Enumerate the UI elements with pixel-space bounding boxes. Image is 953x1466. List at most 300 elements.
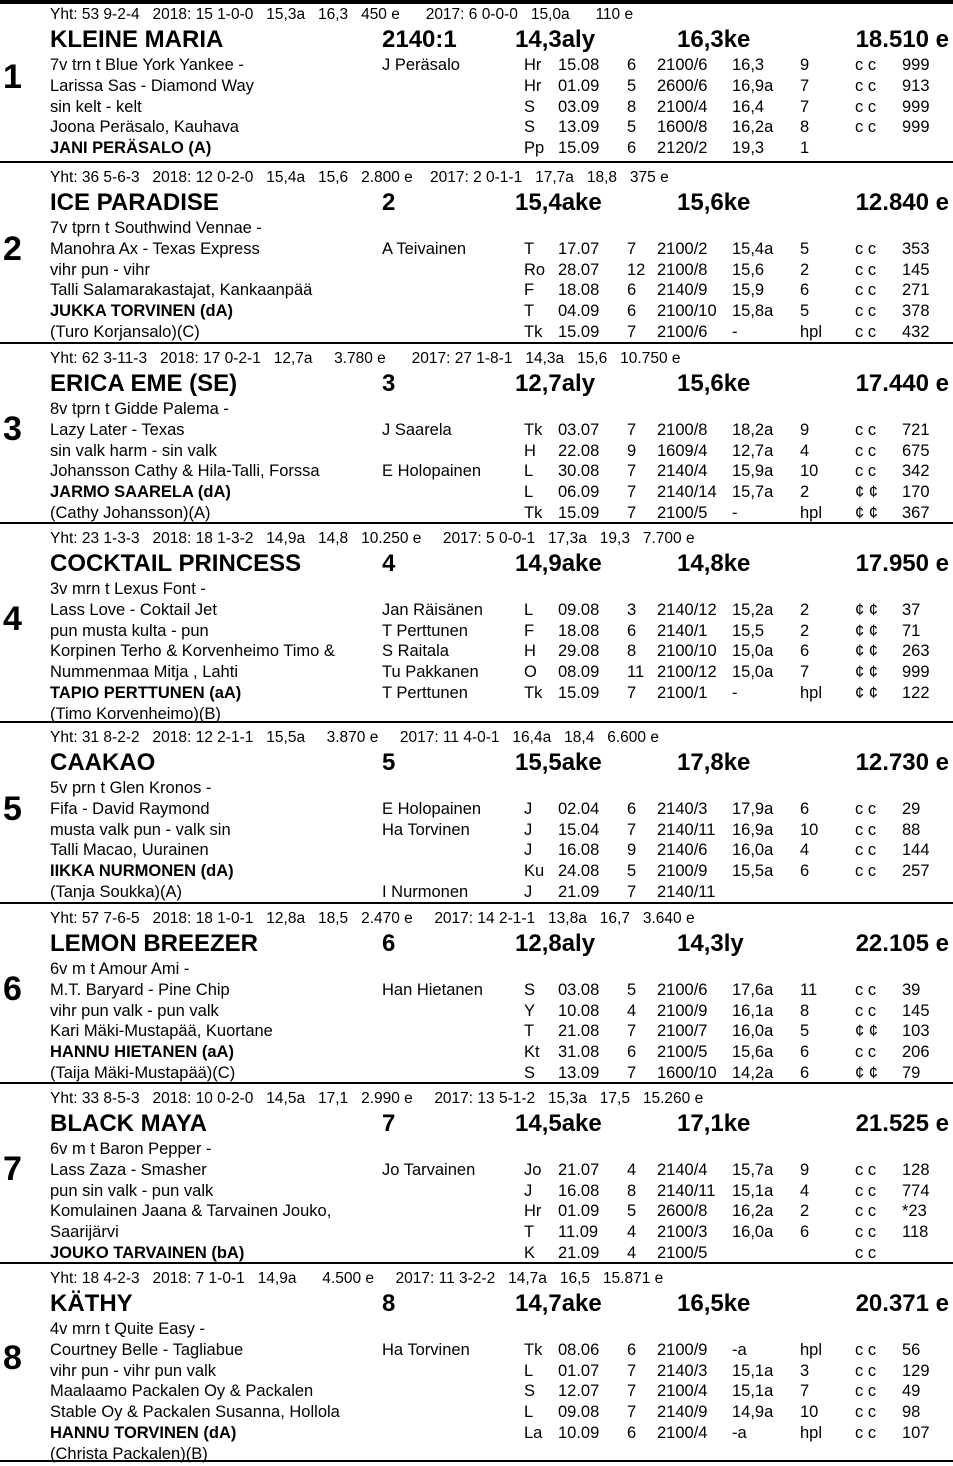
start-shoes: c c [855,302,877,320]
start-track: S [524,1064,536,1082]
start-odds: 144 [902,841,930,859]
start-finish: 2 [800,261,810,279]
start-shoes: c c [855,281,877,299]
start-shoes: c c [855,1403,877,1421]
start-distance: 2140/14 [657,483,717,501]
start-time: 19,3 [732,139,765,157]
start-odds: 367 [902,504,930,522]
start-shoes: ¢ ¢ [855,684,878,702]
start-finish: 2 [800,622,810,640]
prize-money: 22.105 e [855,930,949,957]
post-position: 6 [382,930,396,957]
start-odds: 999 [902,663,930,681]
start-time: 15,7a [732,483,774,501]
start-date: 08.09 [558,663,600,681]
start-track: T [524,240,535,258]
start-date: 11.09 [558,1223,599,1241]
start-shoes: c c [855,1341,877,1359]
prize-money: 21.525 e [855,1110,949,1137]
start-track: Ku [524,862,545,880]
start-odds: 170 [902,483,930,501]
start-distance: 2100/9 [657,1341,708,1359]
start-date: 06.09 [558,483,600,501]
start-time: 15,1a [732,1362,774,1380]
start-distance: 2140/12 [657,601,717,619]
horse-entry [0,524,953,723]
start-date: 18.08 [558,281,600,299]
start-track: J [524,821,533,839]
start-date: 09.08 [558,1403,600,1421]
horse-info-line: Joona Peräsalo, Kauhava [50,118,239,136]
start-odds: 913 [902,77,930,95]
record-best: 15,5ake [515,749,602,776]
trainer-note: (Timo Korvenheimo)(B) [50,705,221,723]
career-stats: Yht: 31 8-2-2 2018: 12 2-1-1 15,5a 3.870 e 2017: 11 4-0-1 16,4a 18,4 6.600 e [50,729,659,746]
start-distance: 2100/1 [657,684,708,702]
start-distance: 2100/8 [657,261,708,279]
horse-name: ICE PARADISE [50,189,219,216]
start-time: 15,4a [732,240,774,258]
start-shoes: c c [855,1382,877,1400]
start-odds: 721 [902,421,930,439]
start-post: 6 [627,622,637,640]
horse-info-line: Nummenmaa Mitja , Lahti [50,663,238,681]
start-time: -a [732,1424,747,1442]
start-track: J [524,883,533,901]
horse-info-line: 4v mrn t Quite Easy - [50,1320,205,1338]
start-odds: 999 [902,98,930,116]
start-post: 7 [627,323,637,341]
start-finish: 2 [800,483,810,501]
record-best: 14,3aly [515,26,596,53]
horse-info-line: Lass Zaza - Smasher [50,1161,207,1179]
start-time: 16,0a [732,1223,774,1241]
horse-info-line: pun musta kulta - pun [50,622,209,640]
start-track: Hr [524,56,542,74]
start-finish: 6 [800,1064,810,1082]
horse-info-line: Lass Love - Coktail Jet [50,601,217,619]
start-time: 14,9a [732,1403,774,1421]
horse-info-line: Talli Macao, Uurainen [50,841,209,859]
start-shoes: c c [855,1223,877,1241]
record-second: 17,8ke [677,749,751,776]
start-shoes: ¢ ¢ [855,622,878,640]
start-shoes: ¢ ¢ [855,483,878,501]
start-track: L [524,1403,534,1421]
start-post: 4 [627,1161,637,1179]
start-date: 16.08 [558,1182,600,1200]
start-shoes: c c [855,240,877,258]
start-time: 16,4 [732,98,765,116]
start-shoes: c c [855,1244,877,1262]
start-track: J [524,1182,533,1200]
start-track: S [524,98,536,116]
start-date: 24.08 [558,862,600,880]
start-finish: 5 [800,240,810,258]
start-driver: T Perttunen [382,684,468,702]
horse-info-line: Talli Salamarakastajat, Kankaanpää [50,281,313,299]
start-date: 13.09 [558,1064,600,1082]
start-odds: 103 [902,1022,930,1040]
start-post: 6 [627,56,637,74]
start-post: 8 [627,642,637,660]
horse-name: COCKTAIL PRINCESS [50,550,302,577]
start-time: 15,5 [732,622,765,640]
start-distance: 2100/8 [657,421,708,439]
start-finish: 6 [800,281,810,299]
start-track: Tk [524,504,543,522]
start-track: O [524,663,537,681]
horse-info-line: Larissa Sas - Diamond Way [50,77,254,95]
start-post: 7 [627,1362,637,1380]
start-track: J [524,841,533,859]
horse-info-line: Fifa - David Raymond [50,800,210,818]
start-distance: 2140/11 [657,1182,716,1200]
start-distance: 2100/6 [657,323,708,341]
horse-info-line: 3v mrn t Lexus Font - [50,580,206,598]
record-second: 15,6ke [677,189,751,216]
start-post: 6 [627,139,637,157]
start-finish: 10 [800,1403,819,1421]
prize-money: 17.950 e [855,550,949,577]
horse-info-line: Manohra Ax - Texas Express [50,240,260,258]
start-track: S [524,118,536,136]
driver-name: TAPIO PERTTUNEN (aA) [50,684,242,702]
start-odds: 122 [902,684,930,702]
start-distance: 2140/3 [657,800,708,818]
start-odds: 37 [902,601,921,619]
start-time: 15,9a [732,462,774,480]
start-shoes: c c [855,323,877,341]
start-post: 7 [627,1064,637,1082]
start-date: 04.09 [558,302,600,320]
start-date: 09.08 [558,601,600,619]
start-post: 8 [627,1182,637,1200]
horse-info-line: Courtney Belle - Tagliabue [50,1341,244,1359]
start-shoes: c c [855,56,877,74]
start-shoes: c c [855,118,877,136]
start-shoes: c c [855,77,877,95]
start-driver: J Peräsalo [382,56,460,74]
start-distance: 2100/9 [657,1002,708,1020]
start-shoes: ¢ ¢ [855,1022,878,1040]
horse-info-line: Stable Oy & Packalen Susanna, Hollola [50,1403,340,1421]
start-track: S [524,1382,536,1400]
start-post: 9 [627,442,637,460]
start-post: 11 [627,663,645,681]
start-date: 21.09 [558,883,600,901]
start-post: 4 [627,1002,637,1020]
horse-entry [0,0,953,163]
start-distance: 2100/9 [657,862,708,880]
start-post: 7 [627,1382,637,1400]
start-finish: 3 [800,1362,810,1380]
start-date: 02.04 [558,800,600,818]
start-time: 16,9a [732,821,774,839]
start-post: 8 [627,98,637,116]
record-second: 15,6ke [677,370,751,397]
start-post: 12 [627,261,646,279]
start-post: 7 [627,483,637,501]
start-odds: 88 [902,821,921,839]
start-date: 13.09 [558,118,600,136]
horse-entry [0,1264,953,1462]
start-distance: 2140/11 [657,883,716,901]
horse-info-line: 7v tprn t Southwind Vennae - [50,219,262,237]
record-second: 14,8ke [677,550,751,577]
start-date: 17.07 [558,240,600,258]
start-track: T [524,1022,535,1040]
start-time: 15,1a [732,1382,774,1400]
start-time: 15,0a [732,663,774,681]
start-distance: 2100/4 [657,1424,708,1442]
start-finish: 11 [800,981,818,999]
start-track: J [524,800,533,818]
horse-info-line: Lazy Later - Texas [50,421,185,439]
start-track: L [524,601,534,619]
driver-name: JOUKO TARVAINEN (bA) [50,1244,245,1262]
start-track: H [524,642,536,660]
start-time: 15,6a [732,1043,774,1061]
start-distance: 2100/7 [657,1022,708,1040]
start-date: 03.07 [558,421,600,439]
start-date: 28.07 [558,261,600,279]
driver-name: HANNU HIETANEN (aA) [50,1043,234,1061]
start-number: 6 [3,970,22,1008]
start-post: 7 [627,684,637,702]
start-driver: I Nurmonen [382,883,469,901]
start-distance: 1609/4 [657,442,708,460]
horse-name: ERICA EME (SE) [50,370,238,397]
horse-info-line: Johansson Cathy & Hila-Talli, Forssa [50,462,320,480]
start-shoes: ¢ ¢ [855,504,878,522]
start-finish: 8 [800,118,810,136]
start-post: 3 [627,601,637,619]
prize-money: 12.840 e [855,189,949,216]
start-finish: 4 [800,841,810,859]
start-distance: 2600/6 [657,77,708,95]
start-finish: hpl [800,1424,823,1442]
start-finish: hpl [800,684,823,702]
horse-entry [0,344,953,524]
start-odds: 49 [902,1382,921,1400]
career-stats: Yht: 33 8-5-3 2018: 10 0-2-0 14,5a 17,1 2.990 e 2017: 13 5-1-2 15,3a 17,5 15.260 e [50,1090,704,1107]
start-number: 1 [3,58,22,96]
start-time: 15,1a [732,1182,774,1200]
horse-info-line: vihr pun valk - pun valk [50,1002,219,1020]
prize-money: 20.371 e [855,1290,949,1317]
start-finish: hpl [800,323,823,341]
start-driver: Jan Räisänen [382,601,483,619]
start-distance: 2140/9 [657,281,708,299]
start-distance: 2140/4 [657,1161,708,1179]
start-odds: 79 [902,1064,921,1082]
start-shoes: ¢ ¢ [855,1064,878,1082]
start-track: T [524,1223,535,1241]
start-odds: 145 [902,1002,930,1020]
horse-info-line: 8v tprn t Gidde Palema - [50,400,229,418]
start-time: 12,7a [732,442,774,460]
record-second: 17,1ke [677,1110,751,1137]
start-finish: 6 [800,1223,810,1241]
horse-info-line: vihr pun - vihr pun valk [50,1362,216,1380]
horse-info-line: 7v trn t Blue York Yankee - [50,56,244,74]
start-odds: 39 [902,981,921,999]
start-date: 31.08 [558,1043,600,1061]
driver-name: HANNU TORVINEN (dA) [50,1424,237,1442]
start-driver: E Holopainen [382,800,482,818]
start-shoes: c c [855,981,877,999]
start-shoes: c c [855,1362,877,1380]
post-position: 4 [382,550,396,577]
start-post: 7 [627,1022,637,1040]
start-distance: 2600/8 [657,1202,708,1220]
start-odds: 107 [902,1424,930,1442]
start-driver: A Teivainen [382,240,467,258]
start-finish: 6 [800,862,810,880]
start-shoes: c c [855,1043,877,1061]
start-track: L [524,462,534,480]
start-date: 03.08 [558,981,600,999]
start-shoes: c c [855,261,877,279]
start-number: 8 [3,1339,22,1377]
horse-name: BLACK MAYA [50,1110,207,1137]
start-track: L [524,483,534,501]
start-time: 15,5a [732,862,774,880]
trainer-note: (Taija Mäki-Mustapää)(C) [50,1064,236,1082]
horse-name: KÄTHY [50,1290,133,1317]
start-shoes: c c [855,1182,877,1200]
start-time: - [732,504,738,522]
start-time: 16,3 [732,56,765,74]
start-odds: 271 [902,281,930,299]
start-track: Pp [524,139,545,157]
driver-name: JANI PERÄSALO (A) [50,139,212,157]
start-date: 30.08 [558,462,600,480]
start-odds: 118 [902,1223,929,1241]
start-finish: 2 [800,1202,810,1220]
record-best: 12,7aly [515,370,596,397]
start-shoes: ¢ ¢ [855,601,878,619]
start-date: 15.08 [558,56,600,74]
start-finish: 8 [800,1002,810,1020]
horse-info-line: Komulainen Jaana & Tarvainen Jouko, [50,1202,332,1220]
record-second: 16,5ke [677,1290,751,1317]
start-date: 21.07 [558,1161,600,1179]
horse-info-line: pun sin valk - pun valk [50,1182,214,1200]
start-post: 7 [627,1403,637,1421]
start-distance: 2100/5 [657,504,708,522]
start-distance: 2100/10 [657,642,717,660]
start-track: T [524,302,535,320]
start-track: S [524,981,536,999]
start-driver: J Saarela [382,421,452,439]
start-finish: 9 [800,56,810,74]
start-distance: 2140/9 [657,1403,708,1421]
start-track: Ro [524,261,546,279]
start-finish: 9 [800,421,810,439]
start-finish: 7 [800,663,810,681]
prize-money: 17.440 e [855,370,949,397]
trainer-note: (Cathy Johansson)(A) [50,504,211,522]
start-post: 7 [627,883,637,901]
start-number: 5 [3,790,22,828]
start-time: 18,2a [732,421,774,439]
start-time: - [732,684,738,702]
start-odds: 675 [902,442,930,460]
prize-money: 12.730 e [855,749,949,776]
record-best: 15,4ake [515,189,602,216]
start-distance: 2140/6 [657,841,708,859]
driver-name: IIKKA NURMONEN (dA) [50,862,234,880]
start-distance: 2100/5 [657,1043,708,1061]
record-second: 16,3ke [677,26,751,53]
record-best: 14,9ake [515,550,602,577]
start-track: Hr [524,77,542,95]
start-time: 16,1a [732,1002,774,1020]
start-finish: 5 [800,302,810,320]
start-finish: 10 [800,462,819,480]
start-track: Kt [524,1043,540,1061]
post-position: 3 [382,370,396,397]
start-odds: 98 [902,1403,921,1421]
start-odds: 29 [902,800,921,818]
start-post: 7 [627,462,637,480]
start-time: 16,0a [732,1022,774,1040]
start-shoes: c c [855,462,877,480]
start-finish: 7 [800,77,810,95]
start-odds: 128 [902,1161,930,1179]
horse-entry [0,1084,953,1264]
start-time: - [732,323,738,341]
start-date: 15.09 [558,139,600,157]
start-finish: hpl [800,504,823,522]
start-post: 6 [627,1341,637,1359]
start-driver: Jo Tarvainen [382,1161,476,1179]
start-shoes: c c [855,800,877,818]
start-date: 10.09 [558,1424,600,1442]
start-shoes: c c [855,1202,877,1220]
start-track: K [524,1244,536,1262]
start-finish: 4 [800,442,810,460]
start-distance: 2100/4 [657,98,708,116]
start-post: 5 [627,1202,637,1220]
start-time: 15,8a [732,302,774,320]
start-post: 6 [627,1043,637,1061]
start-date: 15.09 [558,323,600,341]
start-odds: 774 [902,1182,930,1200]
start-post: 5 [627,862,637,880]
horse-entry [0,163,953,344]
start-shoes: c c [855,1161,877,1179]
start-date: 22.08 [558,442,600,460]
career-stats: Yht: 18 4-2-3 2018: 7 1-0-1 14,9a 4.500 e 2017: 11 3-2-2 14,7a 16,5 15.871 e [50,1270,664,1287]
start-post: 6 [627,1424,637,1442]
start-odds: 342 [902,462,930,480]
start-finish: 4 [800,1182,810,1200]
start-number: 2 [3,230,22,268]
start-date: 18.08 [558,622,600,640]
start-time: 15,9 [732,281,765,299]
horse-name: CAAKAO [50,749,156,776]
start-shoes: c c [855,421,877,439]
post-position: 5 [382,749,396,776]
post-position: 7 [382,1110,396,1137]
start-post: 6 [627,800,637,818]
start-track: La [524,1424,543,1442]
start-time: 15,0a [732,642,774,660]
start-shoes: c c [855,821,877,839]
